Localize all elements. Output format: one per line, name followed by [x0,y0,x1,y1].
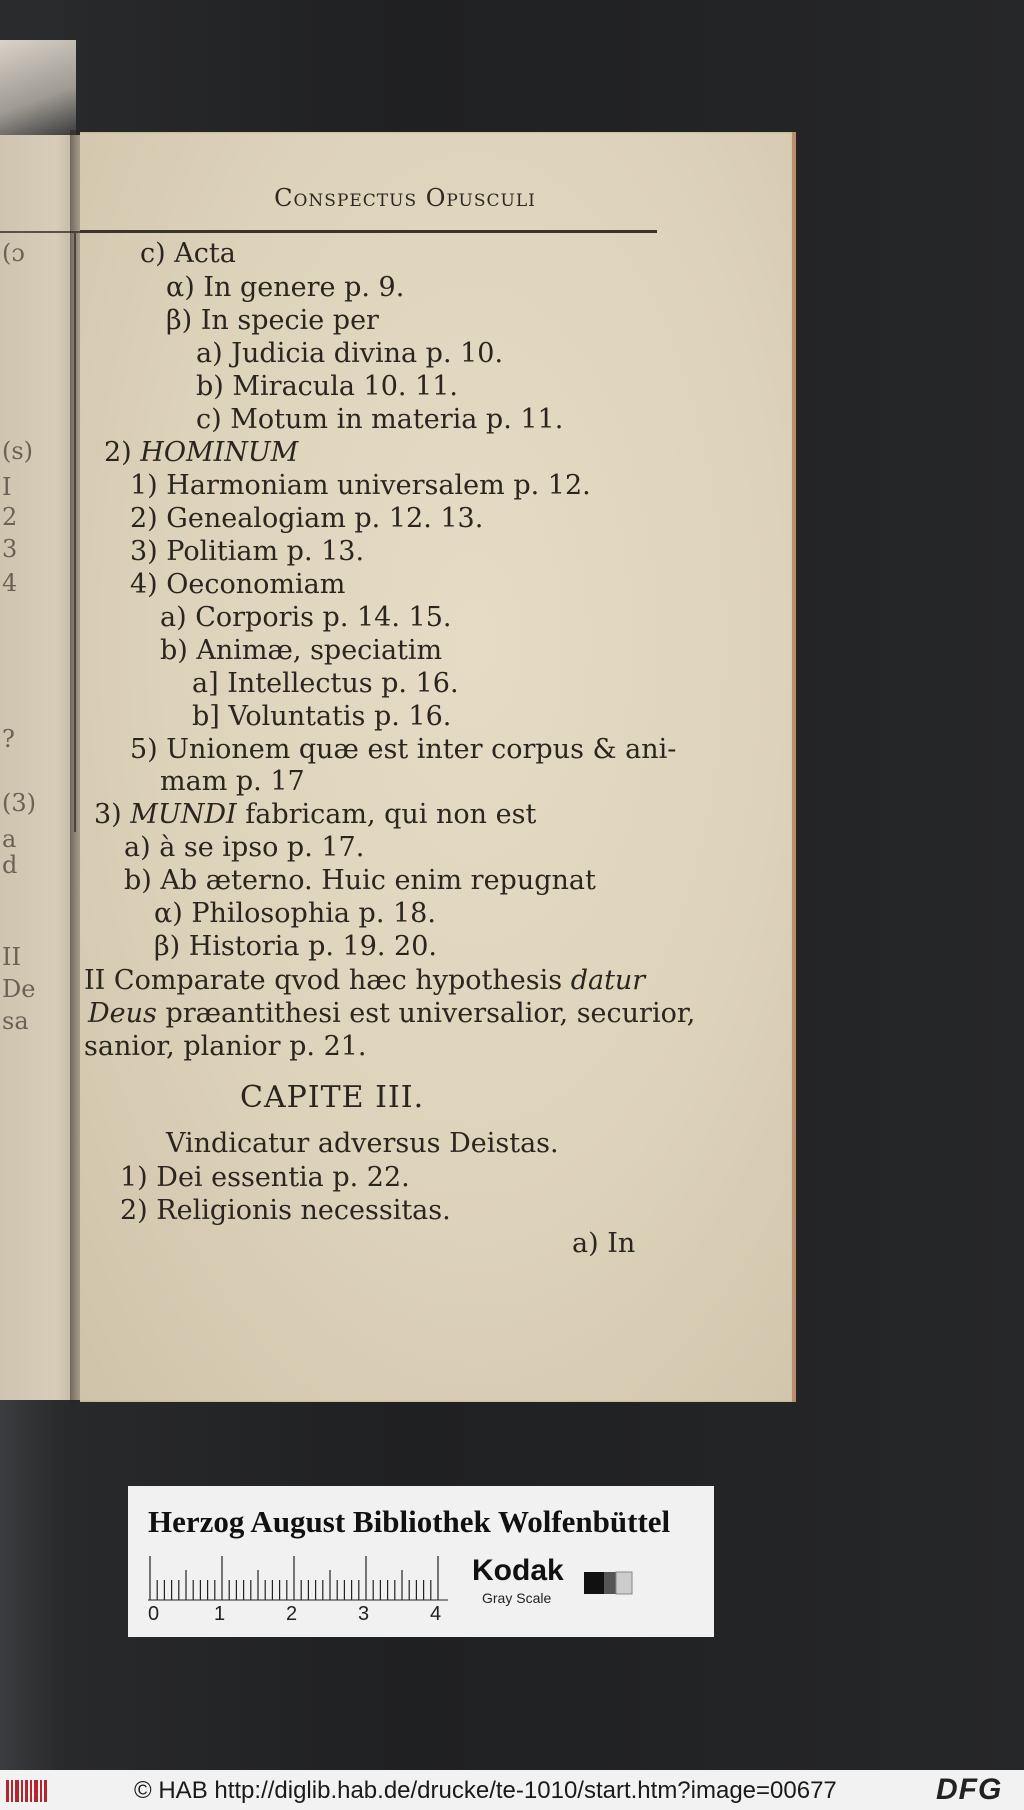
text-line: a] Intellectus p. 16. [192,668,459,699]
text-line: Deus præantithesi est universalior, securior, [88,998,696,1029]
text-line: b) Animæ, speciatim [160,635,443,666]
prev-fragment: (3) [2,789,36,817]
text-line: c) Motum in materia p. 11. [196,404,564,435]
text-line: 2) Religionis necessitas. [120,1195,451,1226]
prev-fragment: (ɔ [2,239,25,267]
text-line: c) Acta [140,238,236,269]
source-url[interactable]: © HAB http://diglib.hab.de/drucke/te-1010/start.htm?image=00677 [134,1777,837,1804]
library-name: Herzog August Bibliothek Wolfenbüttel [148,1504,671,1539]
text-line: a) Corporis p. 14. 15. [160,602,452,633]
text-line: a) à se ipso p. 17. [124,832,365,863]
dfg-logo: DFG [936,1773,1003,1806]
text-line: α) Philosophia p. 18. [154,898,436,929]
prev-fragment: 2 [2,503,18,531]
text-line: 4) Oeconomiam [130,569,346,600]
chapter-heading: CAPITE III. [240,1080,425,1115]
prev-fragment: 3 [2,535,18,563]
page-flap [0,40,76,135]
ruler-label: 1 [214,1603,226,1624]
color-reference-card [128,1486,714,1637]
previous-page-rule [0,231,80,233]
text-line: 2) HOMINUM [104,437,299,468]
running-header: Conspectus Opusculi [274,184,536,212]
prev-fragment: II [2,943,21,971]
kodak-logo: Kodak [472,1554,564,1587]
text-line: 3) Politiam p. 13. [130,536,365,567]
text-line: b] Voluntatis p. 16. [192,701,452,732]
book-page [80,132,796,1402]
prev-fragment: I [2,473,12,501]
text-line: Vindicatur adversus Deistas. [166,1128,559,1159]
prev-fragment: (s) [2,437,34,465]
ruler-label: 2 [286,1603,298,1624]
text-line: b) Miracula 10. 11. [196,371,458,402]
prev-fragment: a [2,825,17,853]
gray-scale-swatch-icon [584,1570,634,1596]
text-line: b) Ab æterno. Huic enim repugnat [124,865,596,896]
text-line: β) In specie per [166,305,379,336]
ruler-label: 4 [430,1603,442,1624]
prev-fragment: ? [2,725,15,753]
ruler-label: 3 [358,1603,370,1624]
catchword: a) In [572,1228,636,1259]
gray-scale-label: Gray Scale [482,1590,552,1606]
barcode-icon [6,1778,50,1804]
margin-rule [74,232,76,832]
text-line: sanior, planior p. 21. [84,1031,367,1062]
header-rule [80,230,657,233]
ruler-label: 0 [148,1603,160,1624]
prev-fragment: 4 [2,569,18,597]
text-line: 2) Genealogiam p. 12. 13. [130,503,484,534]
text-line: α) In genere p. 9. [166,272,405,303]
text-line: 1) Harmoniam universalem p. 12. [130,470,591,501]
prev-fragment: De [2,975,36,1003]
text-line: 1) Dei essentia p. 22. [120,1162,410,1193]
text-line: 5) Unionem quæ est inter corpus & ani- [130,734,677,765]
lower-left-edge [0,1400,55,1770]
page-edge [792,132,796,1402]
text-line: mam p. 17 [160,766,305,797]
text-line: II Comparate qvod hæc hypothesis datur [84,965,646,996]
text-line: β) Historia p. 19. 20. [154,931,437,962]
text-line: 3) MUNDI fabricam, qui non est [94,799,537,830]
prev-fragment: d [2,851,18,879]
footer-bar [0,1770,1024,1810]
previous-page-strip [0,135,80,1400]
measurement-ruler [148,1554,448,1624]
prev-fragment: sa [2,1007,29,1035]
text-line: a) Judicia divina p. 10. [196,338,504,369]
